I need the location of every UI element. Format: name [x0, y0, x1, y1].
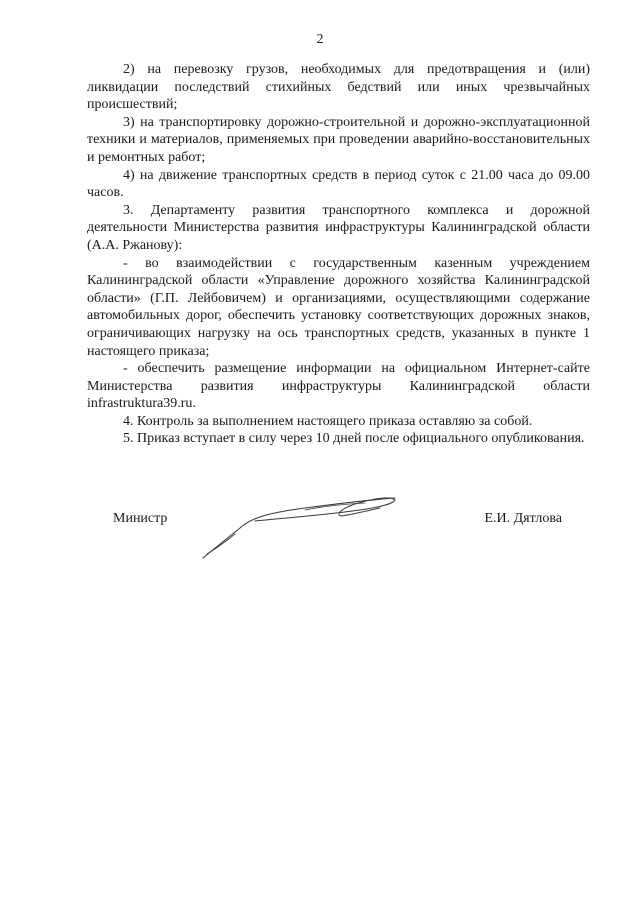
paragraph-dash-2: - обеспечить размещение информации на официальном Интернет-сайте Министерства развития инфраструктуры Калининградской области infrastruktura39.ru. [87, 361, 590, 412]
paragraph-section-5: 5. Приказ вступает в силу через 10 дней после официального опубликования. [123, 431, 585, 447]
signer-title: Министр [113, 511, 168, 526]
paragraph-section-3: 3. Департаменту развития транспортного комплекса и дорожной деятельности Министерства развития инфраструктуры Калининградской области (А.А. Ржанову): [87, 202, 590, 253]
paragraph-dash-1: - во взаимодействии с государственным казенным учреждением Калининградской области «Управление дорожного хозяйства Калининградской области» (Г.П. Лейбовичем) и организациями, осуществляющими содержание автомобильных дорог, обеспечить установку соответствующих дорожных знаков, ограничивающих нагрузку на ось транспортных средств, указанных в пункте 1 настоящего приказа; [87, 255, 590, 359]
paragraph-item-2: 2) на перевозку грузов, необходимых для предотвращения и (или) ликвидации последствий стихийных бедствий или иных чрезвычайных происшествий; [87, 62, 590, 113]
document-body [87, 61, 590, 448]
page-number: 2 [316, 32, 324, 47]
signer-name: Е.И. Дятлова [484, 511, 562, 526]
handwritten-signature [195, 488, 405, 563]
paragraph-section-4: 4. Контроль за выполнением настоящего приказа оставляю за собой. [123, 413, 533, 429]
paragraph-item-3: 3) на транспортировку дорожно-строительной и дорожно-эксплуатационной техники и материалов, применяемых при проведении аварийно-восстановительных и ремонтных работ; [87, 114, 590, 165]
paragraph-item-4: 4) на движение транспортных средств в период суток с 21.00 часа до 09.00 часов. [87, 167, 590, 201]
